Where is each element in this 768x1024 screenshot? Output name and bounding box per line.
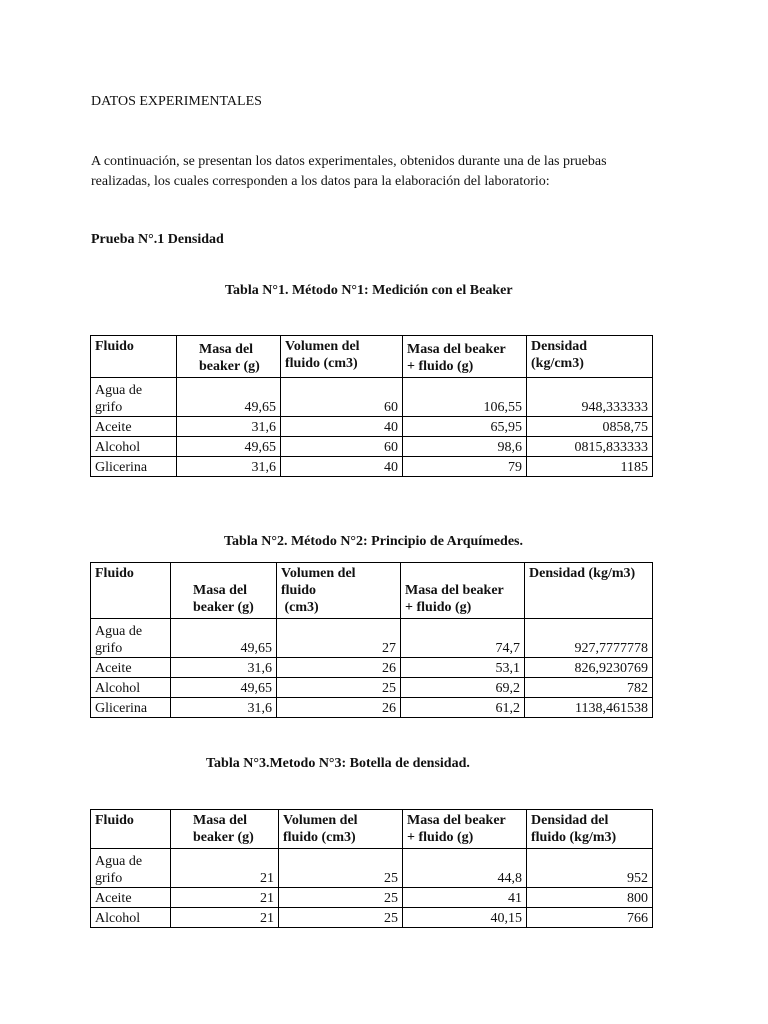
header-densidad: Densidad (kg/cm3) <box>527 336 653 378</box>
table-row <box>91 849 653 888</box>
cell-volumen: 25 <box>279 908 403 928</box>
cell-densidad: 0858,75 <box>527 417 653 437</box>
cell-volumen: 25 <box>279 888 403 908</box>
intro-line: realizadas, los cuales corresponden a los datos para la elaboración del laboratorio: <box>91 174 550 189</box>
cell-masa-fluido: 98,6 <box>403 437 527 457</box>
header-masa-fluido: Masa del beaker + fluido (g) <box>403 336 527 378</box>
table-row <box>91 698 653 718</box>
document-heading: DATOS EXPERIMENTALES <box>91 94 262 109</box>
header-volumen: Volumen del fluido (cm3) <box>279 810 403 849</box>
cell-masa-fluido: 41 <box>403 888 527 908</box>
table-row <box>91 619 653 658</box>
cell-masa-fluido: 44,8 <box>403 849 527 888</box>
table-2 <box>90 562 653 718</box>
cell-densidad: 927,7777778 <box>525 619 653 658</box>
cell-densidad: 0815,833333 <box>527 437 653 457</box>
table-1 <box>90 335 653 477</box>
header-masa: Masa del beaker (g) <box>171 563 277 619</box>
header-fluido: Fluido <box>91 563 171 619</box>
cell-masa-fluido: 106,55 <box>403 378 527 417</box>
cell-volumen: 25 <box>279 849 403 888</box>
cell-fluido: Glicerina <box>91 698 171 718</box>
cell-densidad: 948,333333 <box>527 378 653 417</box>
section-title: Prueba N°.1 Densidad <box>91 232 224 247</box>
cell-masa: 21 <box>171 908 279 928</box>
table-row <box>91 678 653 698</box>
cell-fluido: Aceite <box>91 888 171 908</box>
cell-masa-fluido: 61,2 <box>401 698 525 718</box>
cell-fluido: Alcohol <box>91 437 177 457</box>
cell-masa: 21 <box>171 849 279 888</box>
cell-fluido: Agua de grifo <box>91 849 171 888</box>
table-row <box>91 457 653 477</box>
table-row <box>91 908 653 928</box>
table-header-row <box>91 810 653 849</box>
cell-densidad: 952 <box>527 849 653 888</box>
table-header-row <box>91 336 653 378</box>
table-row <box>91 658 653 678</box>
cell-volumen: 40 <box>281 457 403 477</box>
cell-masa: 31,6 <box>177 457 281 477</box>
cell-densidad: 826,9230769 <box>525 658 653 678</box>
cell-masa: 31,6 <box>177 417 281 437</box>
table-2-caption: Tabla N°2. Método N°2: Principio de Arquímedes. <box>224 534 523 549</box>
cell-densidad: 766 <box>527 908 653 928</box>
header-densidad: Densidad (kg/m3) <box>525 563 653 619</box>
header-fluido: Fluido <box>91 336 177 378</box>
cell-fluido: Aceite <box>91 417 177 437</box>
table-3 <box>90 809 653 928</box>
intro-line: A continuación, se presentan los datos experimentales, obtenidos durante una de las pruebas <box>91 154 607 169</box>
cell-fluido: Agua de grifo <box>91 378 177 417</box>
cell-masa: 49,65 <box>177 378 281 417</box>
cell-volumen: 60 <box>281 378 403 417</box>
header-densidad: Densidad del fluido (kg/m3) <box>527 810 653 849</box>
cell-fluido: Alcohol <box>91 678 171 698</box>
cell-fluido: Alcohol <box>91 908 171 928</box>
cell-masa: 49,65 <box>171 619 277 658</box>
header-masa-fluido: Masa del beaker + fluido (g) <box>401 563 525 619</box>
cell-masa: 49,65 <box>171 678 277 698</box>
header-masa: Masa del beaker (g) <box>171 810 279 849</box>
cell-masa: 31,6 <box>171 698 277 718</box>
cell-densidad: 1138,461538 <box>525 698 653 718</box>
cell-volumen: 25 <box>277 678 401 698</box>
cell-masa-fluido: 69,2 <box>401 678 525 698</box>
header-masa-fluido: Masa del beaker + fluido (g) <box>403 810 527 849</box>
cell-volumen: 40 <box>281 417 403 437</box>
cell-masa: 49,65 <box>177 437 281 457</box>
table-row <box>91 378 653 417</box>
header-masa: Masa del beaker (g) <box>177 336 281 378</box>
header-volumen: Volumen del fluido (cm3) <box>281 336 403 378</box>
table-header-row <box>91 563 653 619</box>
cell-fluido: Glicerina <box>91 457 177 477</box>
cell-volumen: 26 <box>277 698 401 718</box>
table-row <box>91 417 653 437</box>
cell-volumen: 27 <box>277 619 401 658</box>
cell-densidad: 800 <box>527 888 653 908</box>
cell-volumen: 60 <box>281 437 403 457</box>
cell-densidad: 782 <box>525 678 653 698</box>
cell-fluido: Agua de grifo <box>91 619 171 658</box>
table-row <box>91 437 653 457</box>
cell-masa-fluido: 53,1 <box>401 658 525 678</box>
cell-masa-fluido: 65,95 <box>403 417 527 437</box>
table-row <box>91 888 653 908</box>
cell-masa-fluido: 74,7 <box>401 619 525 658</box>
table-3-caption: Tabla N°3.Metodo N°3: Botella de densidad. <box>206 756 470 771</box>
header-volumen: Volumen del fluido (cm3) <box>277 563 401 619</box>
header-fluido: Fluido <box>91 810 171 849</box>
table-1-caption: Tabla N°1. Método N°1: Medición con el Beaker <box>225 283 513 298</box>
cell-masa-fluido: 79 <box>403 457 527 477</box>
cell-volumen: 26 <box>277 658 401 678</box>
intro-paragraph <box>91 152 691 192</box>
cell-masa: 21 <box>171 888 279 908</box>
cell-fluido: Aceite <box>91 658 171 678</box>
cell-masa: 31,6 <box>171 658 277 678</box>
cell-densidad: 1185 <box>527 457 653 477</box>
cell-masa-fluido: 40,15 <box>403 908 527 928</box>
